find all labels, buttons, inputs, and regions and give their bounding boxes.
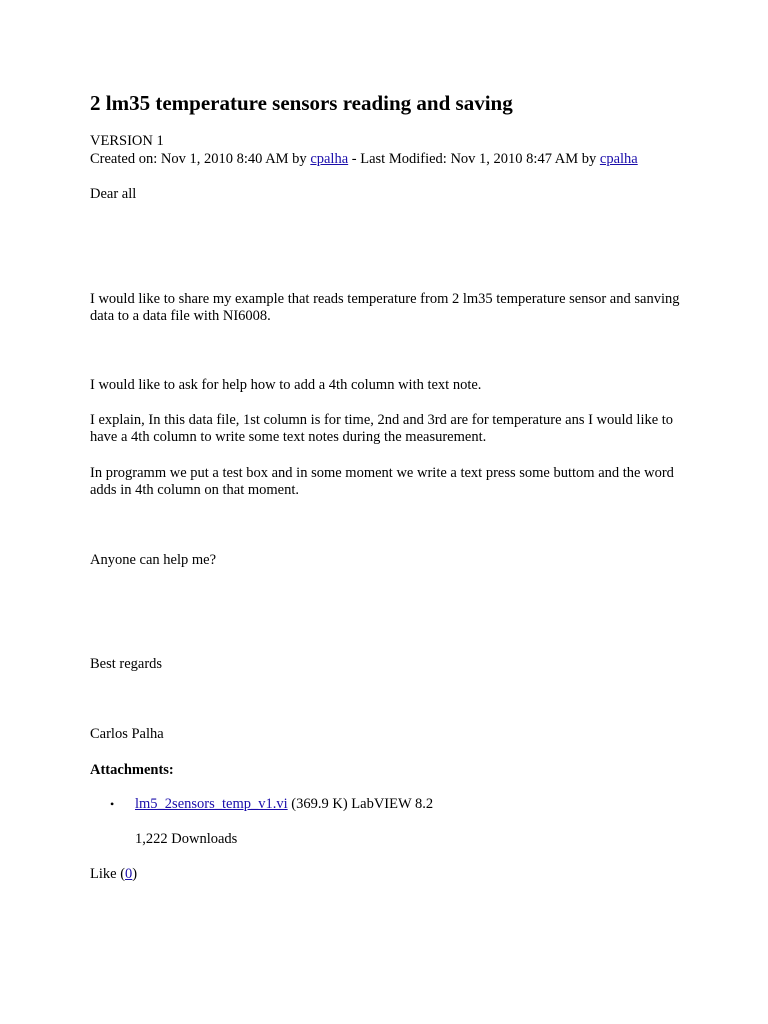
paragraph-explanation: I explain, In this data file, 1st column is for time, 2nd and 3rd are for temperature ans I would like to have a 4th column to write some text notes during the measurement. [90,412,674,445]
like-suffix: ) [132,866,138,882]
document-meta [90,151,680,168]
like-control [90,866,680,883]
paragraph-intro: I would like to share my example that reads temperature from 2 lm35 temperature sensor and sanving data to a data file with NI6008. [90,291,680,324]
attachment-item [90,796,680,813]
attachment-file-info: (369.9 K) LabVIEW 8.2 [287,796,434,812]
paragraph-greeting: Dear all [90,186,137,202]
attachment-downloads: 1,222 Downloads [135,831,238,847]
modified-author-link[interactable]: cpalha [599,151,638,167]
paragraph-program: In programm we put a test box and in some moment we write a text press some buttom and the word adds in 4th column on that moment. [90,465,674,498]
created-text: Created on: Nov 1, 2010 8:40 AM by [90,151,311,167]
bullet-icon: • [110,797,115,811]
paragraph-regards: Best regards [90,656,163,672]
attachment-file-link[interactable]: lm5_2sensors_temp_v1.vi [135,796,288,812]
version-label: VERSION 1 [90,133,164,149]
like-label: Like ( [90,866,126,882]
attachments-heading: Attachments: [90,762,174,778]
page-title: 2 lm35 temperature sensors reading and saving [90,91,513,115]
paragraph-signature: Carlos Palha [90,726,164,742]
paragraph-question: I would like to ask for help how to add a 4th column with text note. [90,377,482,393]
created-author-link[interactable]: cpalha [310,151,349,167]
like-count-link[interactable]: 0 [125,866,133,882]
modified-text: - Last Modified: Nov 1, 2010 8:47 AM by [348,151,600,167]
attachment-entry [135,796,433,813]
paragraph-help: Anyone can help me? [90,552,217,568]
